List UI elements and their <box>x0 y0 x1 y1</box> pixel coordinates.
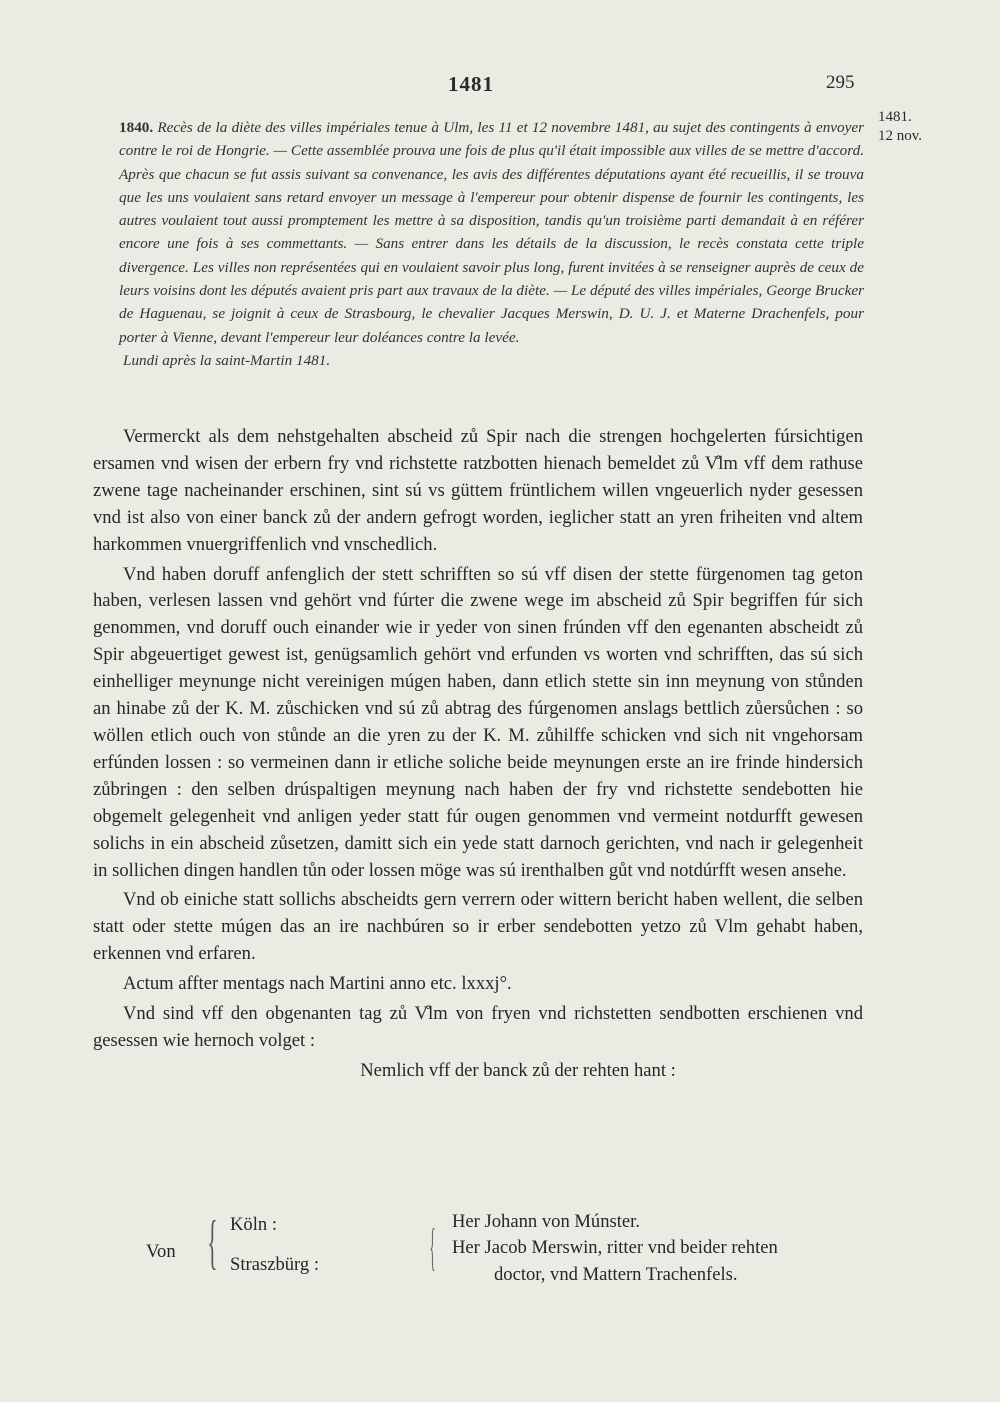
body-paragraph-4: Actum affter mentags nach Martini anno etc. lxxxj°. <box>123 973 512 995</box>
city-cologne: Köln : <box>230 1214 278 1235</box>
page-number: 295 <box>826 72 855 93</box>
body-paragraph-6: Nemlich vff der banck zů der rehten hant : <box>360 1059 676 1081</box>
right-brace-icon: { <box>429 1219 436 1276</box>
summary-date: Lundi après la saint-Martin 1481. <box>123 351 331 369</box>
body-paragraph-1: Vermerckt als dem nehstgehalten abscheid zů Spir nach die strengen hochgelerten fúrsichtigen ersamen vnd wisen der erbern fry vnd richstette ratzbotten hienach bemeldet zů V̊lm vff dem rathuse zwene tage nacheinander erschinen, sint sú vs güttem früntlichem willen vngeuerlich nyder gesessen vnd ist also von einer banck zů der andern gefrogt worden, ieglicher statt an yren friheiten vnd altem harkommen vnuergriffenlich vnd vnschedlich. <box>93 426 863 555</box>
body-paragraph-5: Vnd sind vff den obgenanten tag zů V̊lm von fryen vnd richstetten sendbotten erschienen vnd gesessen wie hernoch volget : <box>93 1003 863 1051</box>
body-paragraph-3: Vnd ob einiche statt sollichs abscheidts gern verrern oder wittern bericht haben wellent, die selben statt oder stette múgen das an ire nachbúren so ir erber sendebotten yetzo zů Vlm gehabt haben, erkennen vnd erfaren. <box>93 889 863 965</box>
city-strasbourg: Straszbürg : <box>230 1254 320 1275</box>
summary-paragraph <box>119 116 864 349</box>
summary-text: Recès de la diète des villes impériales tenue à Ulm, les 11 et 12 novembre 1481, au sujet des contingents à envoyer contre le roi de Hongrie. — Cette assemblée prouva une fois de plus qu'il était impossible aux villes de se mettre d'accord. Après que chacun se fut assis suivant sa convenance, les avis des différentes députations ayant été recueillis, il se trouva que les uns voulaient sans retard envoyer un message à l'empereur pour obtenir dispense de fournir les contingents, les autres voulaient tout aussi promptement les mettre à sa disposition, tandis qu'un troisième parti demandait à en référer encore une fois à ses commettants. — Sans entrer dans les détails de la discussion, le recès constata cette triple divergence. Les villes non représentées qui en voulaient savoir plus long, furent invitées à se renseigner auprès de ceux de leurs voisins dont les députés avaient pris part aux travaux de la diète. — Le député des villes impériales, George Brucker de Haguenau, se joignit à ceux de Strasbourg, le chevalier Jacques Merswin, D. U. J. et Materne Drachenfels, pour porter à Vienne, devant l'empereur leur doléances contre la levée. <box>119 119 865 346</box>
delegate-cologne: Her Johann von Múnster. <box>452 1211 640 1232</box>
list-von-label: Von <box>146 1241 176 1262</box>
body-paragraph-2: Vnd haben doruff anfenglich der stett schrifften so sú vff disen der stette fürgenomen tag geton haben, verlesen lassen vnd gehört vnd fúrter die zwene wege im abscheid zů Spir begriffen fúr sich genommen, vnd doruff ouch einander wie ir yeder von sinen frúnden vff den egenanten abscheidt zů Spir abgeuertiget gewest ist, genügsamlich gehört vnd erfunden vs worten vnd schrifften, das sú sich einhelliger meynunge nicht vereinigen múgen haben, dann etlich stette sin inn meynung von stůnden an hinabe zů der K. M. zůschicken vnd sú zů abtrag des fúrgenomen anslags bettlich zůersůchen : so wöllen etlich ouch von stůnde an die yren zu der K. M. zůhilffe schicken vnd sich nit vngehorsam erfúnden lossen : so vermeinen dann ir etliche soliche beide meynungen erste an ire frinde hindersich zůbringen : den selben drúspaltigen meynung nach haben der fry vnd richstette sendebotten hie obgemelt gelegenheit vnd anligen yeder statt fúr ougen genommen vnd vermeint notdurfft gewesen solichs in ein abscheid zůsetzen, damitt sich ein yede statt darnoch gerichten, vnd nach ir gelegenheit in sollichen dingen handlen tůn oder lossen möge was sú irenthalben gůt vnd notdúrfft wesen ansehe. <box>93 563 863 881</box>
entry-summary <box>119 116 864 372</box>
delegate-strasbourg-line-1: Her Jacob Merswin, ritter vnd beider rehten <box>452 1237 778 1258</box>
margin-date-note <box>878 108 948 146</box>
delegate-strasbourg-line-2: doctor, vnd Mattern Trachenfels. <box>494 1264 738 1285</box>
delegates-list <box>140 1208 880 1308</box>
running-head <box>0 72 1000 102</box>
entry-number: 1840. <box>119 119 154 136</box>
margin-year: 1481. <box>878 109 912 125</box>
delegate-strasbourg <box>452 1234 882 1288</box>
left-brace-icon: { <box>207 1209 218 1275</box>
running-head-year: 1481 <box>448 72 494 96</box>
margin-day: 12 nov. <box>878 128 923 144</box>
document-body <box>93 424 863 1088</box>
